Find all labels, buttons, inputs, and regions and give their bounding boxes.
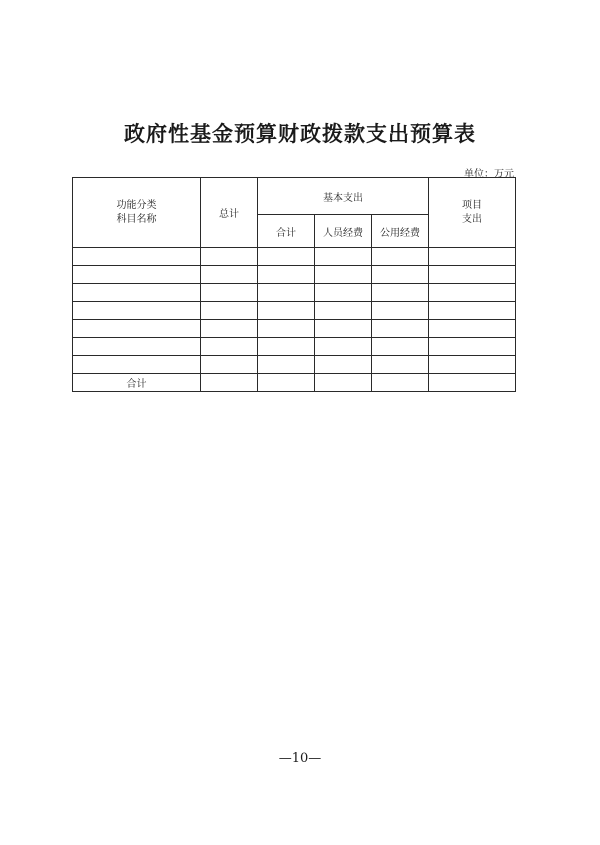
table-total-row: [73, 374, 516, 392]
table-cell: [315, 266, 372, 284]
table-cell: [315, 284, 372, 302]
table-cell: [73, 320, 201, 338]
table-cell: [315, 302, 372, 320]
table-cell: [201, 248, 258, 266]
table-cell: [315, 248, 372, 266]
table-row: [73, 248, 516, 266]
table-cell: [201, 302, 258, 320]
header-project-expenditure: [429, 178, 516, 248]
table-body: [73, 248, 516, 374]
table-cell: [258, 356, 315, 374]
table-cell: [429, 284, 516, 302]
header-basic-expenditure: 基本支出: [258, 178, 429, 215]
table-cell: [258, 266, 315, 284]
table-cell: [201, 320, 258, 338]
table-cell: [201, 284, 258, 302]
unit-label: 单位：万元: [464, 169, 514, 180]
table-cell: [258, 248, 315, 266]
table-cell: [429, 248, 516, 266]
table-cell: [429, 338, 516, 356]
table-cell: [372, 374, 429, 392]
document-title: 政府性基金预算财政拨款支出预算表: [124, 121, 476, 146]
header-subtotal: 合计: [258, 215, 315, 248]
table-cell: [258, 374, 315, 392]
table-cell: [315, 374, 372, 392]
table-cell: [73, 302, 201, 320]
table-cell: [258, 284, 315, 302]
table-cell: [372, 356, 429, 374]
table-cell: [201, 374, 258, 392]
table-cell: [315, 338, 372, 356]
table-cell: [372, 266, 429, 284]
table-row: [73, 266, 516, 284]
table-cell: [372, 248, 429, 266]
table-cell: [201, 266, 258, 284]
table-cell: [315, 320, 372, 338]
budget-table: [72, 177, 516, 392]
table-cell: [73, 338, 201, 356]
table-cell: [258, 320, 315, 338]
header-total: 总计: [201, 178, 258, 248]
table-row: [73, 302, 516, 320]
header-category-line1: 功能分类: [116, 199, 157, 211]
header-personnel: 人员经费: [315, 215, 372, 248]
table-cell: [372, 338, 429, 356]
header-category-line2: 科目名称: [116, 213, 157, 225]
table-header-row: [73, 178, 516, 215]
table-cell: [429, 320, 516, 338]
table-cell: [429, 356, 516, 374]
table-row: [73, 320, 516, 338]
table-cell: [372, 284, 429, 302]
table-cell: [73, 266, 201, 284]
table-cell: [315, 356, 372, 374]
header-project-line1: 项目: [462, 199, 483, 211]
table-cell: [201, 338, 258, 356]
table-row: [73, 284, 516, 302]
table-row: [73, 338, 516, 356]
header-public: 公用经费: [372, 215, 429, 248]
table-cell: [429, 266, 516, 284]
table-cell: [372, 320, 429, 338]
table-cell: [73, 284, 201, 302]
table-cell: [372, 302, 429, 320]
table-row: [73, 356, 516, 374]
total-row-label: 合计: [73, 374, 201, 392]
header-category-name: [73, 178, 201, 248]
table-cell: [201, 356, 258, 374]
table-cell: [258, 302, 315, 320]
table-cell: [429, 374, 516, 392]
table-cell: [73, 356, 201, 374]
table-cell: [73, 248, 201, 266]
table-cell: [258, 338, 315, 356]
page-number: —10—: [278, 751, 322, 766]
table-cell: [429, 302, 516, 320]
header-project-line2: 支出: [462, 213, 483, 225]
